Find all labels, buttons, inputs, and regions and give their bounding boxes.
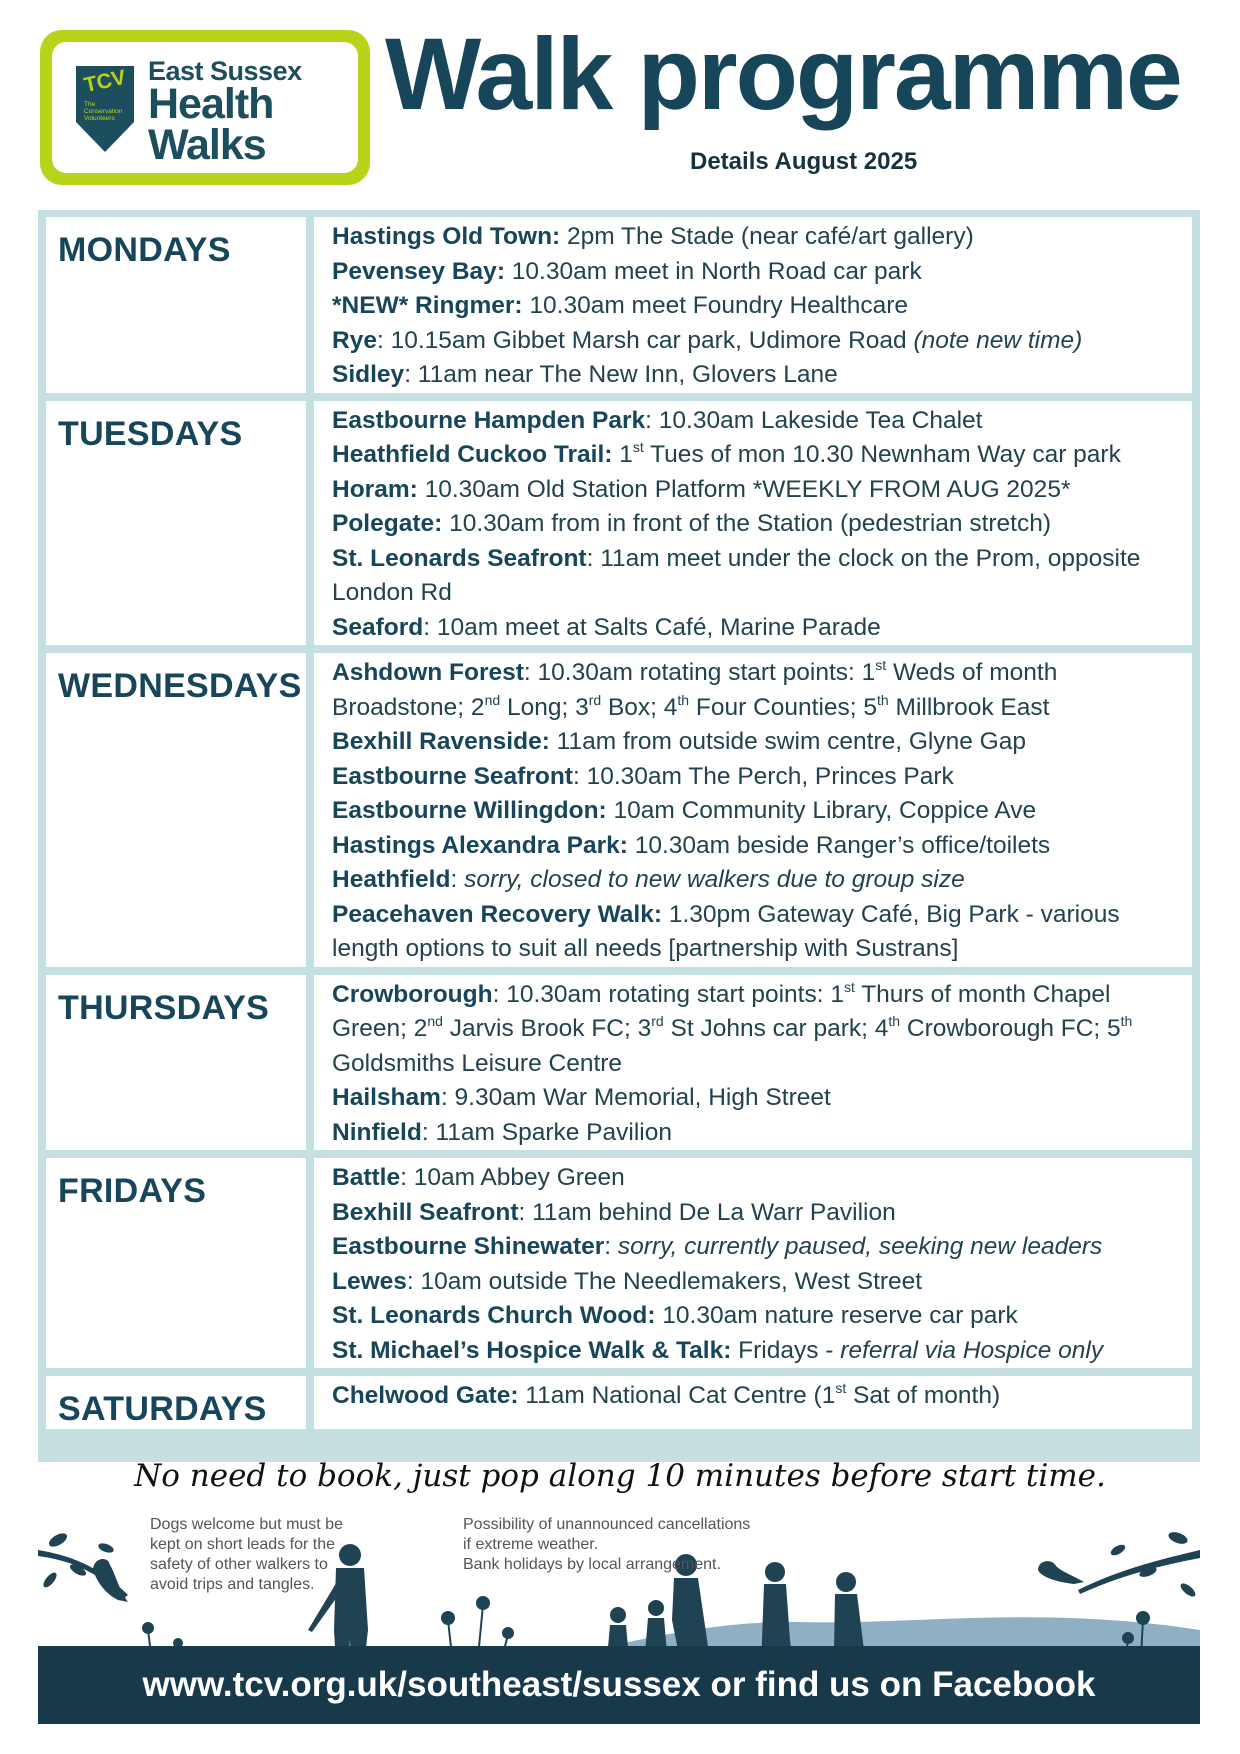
- ordinal-suffix: st: [875, 657, 887, 673]
- ordinal-suffix: nd: [484, 691, 501, 708]
- weather-note-line-3: Bank holidays by local arrangement.: [463, 1556, 721, 1573]
- day-cell: [46, 1158, 306, 1368]
- walk-location: Rye: [332, 326, 377, 354]
- walk-location: Eastbourne Seafront: [332, 762, 573, 790]
- walk-details: : 10am Abbey Green: [400, 1164, 625, 1191]
- walk-location: Hastings Old Town:: [332, 223, 561, 250]
- day-cell: [46, 401, 306, 646]
- walk-location: Eastbourne Shinewater: [332, 1233, 605, 1260]
- walk-location: Polegate:: [332, 510, 443, 537]
- walk-details: : 10.15am Gibbet Marsh car park, Udimore Road: [376, 326, 914, 354]
- walk-details: : 10am outside The Needlemakers, West Street: [406, 1267, 923, 1295]
- walk-location: Pevensey Bay:: [332, 257, 505, 285]
- page-title: Walk programme: [385, 17, 1181, 131]
- walk-schedule-table: [38, 210, 1200, 1462]
- day-name: WEDNESDAYS: [58, 667, 302, 705]
- walk-details: : 10.30am rotating start points: 1: [492, 980, 844, 1008]
- walk-entry: [332, 358, 1182, 393]
- footer-bar: [38, 1646, 1200, 1724]
- walk-entry: [332, 1116, 1182, 1151]
- walk-entry: [332, 1265, 1182, 1300]
- walk-details: 10.30am nature reserve car park: [655, 1302, 1018, 1329]
- walk-details: Millbrook East: [888, 693, 1050, 721]
- ordinal-suffix: th: [888, 1013, 901, 1029]
- walk-details: 10.30am Old Station Platform *WEEKLY FROM AUG 2025*: [417, 475, 1071, 503]
- day-name: FRIDAYS: [58, 1172, 207, 1210]
- day-name: MONDAYS: [58, 231, 231, 269]
- ordinal-suffix: nd: [427, 1013, 443, 1029]
- walk-entry: [332, 1196, 1182, 1231]
- walk-entry: [332, 829, 1182, 864]
- walk-entry: [332, 404, 1182, 439]
- walk-location: Ashdown Forest: [332, 659, 524, 686]
- logo: [40, 30, 370, 185]
- walk-location: St. Leonards Church Wood:: [332, 1302, 656, 1329]
- page-subtitle: Details August 2025: [690, 148, 918, 175]
- tcv-badge-sub-2: Conservation: [84, 108, 123, 115]
- dogs-note: [150, 1515, 380, 1595]
- walk-location: Battle: [332, 1164, 401, 1191]
- walk-entry: [332, 1230, 1182, 1265]
- walk-note: sorry, currently paused, seeking new leaders: [617, 1233, 1103, 1260]
- day-name: THURSDAYS: [58, 988, 270, 1027]
- walk-location: Heathfield: [332, 866, 451, 893]
- walks-cell: [314, 401, 1192, 646]
- dogs-note-line-2: kept on short leads for the: [150, 1536, 335, 1553]
- logo-wordmark: [148, 58, 302, 167]
- walk-details: Long; 3: [500, 693, 589, 721]
- walk-location: Eastbourne Hampden Park: [332, 406, 646, 434]
- walk-entry: [332, 1334, 1182, 1369]
- weather-note-line-2: if extreme weather.: [463, 1536, 599, 1553]
- walk-details: 10.30am beside Ranger’s office/toilets: [627, 831, 1051, 859]
- walk-note: (note new time): [913, 326, 1083, 354]
- dogs-note-line-1: Dogs welcome but must be: [150, 1516, 343, 1533]
- walk-location: *NEW* Ringmer:: [332, 292, 523, 319]
- walk-entry: [332, 978, 1182, 1082]
- walk-location: St. Michael’s Hospice Walk & Talk:: [332, 1336, 732, 1364]
- ordinal-suffix: th: [1120, 1013, 1133, 1029]
- day-name: SATURDAYS: [58, 1390, 267, 1428]
- day-name: TUESDAYS: [58, 414, 243, 453]
- walk-entry: [332, 1161, 1182, 1196]
- day-row-saturdays: [46, 1376, 1192, 1429]
- walk-location: Crowborough: [332, 980, 493, 1008]
- walk-details: : 10.30am The Perch, Princes Park: [572, 762, 954, 790]
- day-row-mondays: [46, 217, 1192, 393]
- walk-location: Heathfield Cuckoo Trail:: [332, 441, 613, 468]
- day-cell: [46, 217, 306, 393]
- walk-details: : 11am behind De La Warr Pavilion: [518, 1198, 896, 1226]
- day-cell: [46, 975, 306, 1151]
- walk-note: sorry, closed to new walkers due to group size: [464, 866, 965, 893]
- walk-location: Eastbourne Willingdon:: [332, 797, 607, 824]
- walk-location: Ninfield: [332, 1118, 422, 1146]
- walk-details: 10.30am meet Foundry Healthcare: [522, 292, 908, 319]
- walk-location: Chelwood Gate:: [332, 1382, 519, 1409]
- walk-details: Sat of month): [846, 1382, 1001, 1409]
- walk-note: referral via Hospice only: [840, 1336, 1104, 1364]
- logo-line-1: East Sussex: [148, 56, 302, 86]
- tcv-shield-icon: [74, 62, 136, 154]
- day-row-wednesdays: [46, 653, 1192, 967]
- walk-details: : 10.30am rotating start points: 1: [523, 659, 876, 686]
- walk-location: Hastings Alexandra Park:: [332, 831, 628, 859]
- walk-details: : 10am meet at Salts Café, Marine Parade: [423, 613, 881, 641]
- walk-details: Four Counties; 5: [689, 693, 878, 721]
- walk-entry: [332, 898, 1182, 967]
- walk-entry: [332, 289, 1182, 324]
- tcv-badge-sub-3: Volunteers: [84, 115, 115, 122]
- walk-entry: [332, 542, 1182, 611]
- walk-entry: [332, 725, 1182, 760]
- walk-location: Hailsham: [332, 1084, 441, 1111]
- walk-entry: [332, 220, 1182, 255]
- walk-details: : 9.30am War Memorial, High Street: [440, 1084, 831, 1111]
- walk-location: Horam:: [332, 475, 418, 503]
- logo-line-2: Health: [148, 80, 274, 128]
- walk-location: Peacehaven Recovery Walk:: [332, 900, 663, 928]
- ordinal-suffix: th: [877, 691, 889, 708]
- walk-location: Lewes: [332, 1267, 407, 1295]
- walk-location: Bexhill Ravenside:: [332, 728, 550, 755]
- walks-cell: [314, 1158, 1192, 1368]
- walk-details: 11am from outside swim centre, Glyne Gap: [549, 728, 1026, 755]
- walk-entry: [332, 611, 1182, 646]
- walk-details: : 11am near The New Inn, Glovers Lane: [404, 361, 838, 388]
- walk-entry: [332, 507, 1182, 542]
- walk-location: St. Leonards Seafront: [332, 544, 587, 572]
- walk-details: :: [450, 866, 465, 893]
- walk-details: Thurs of month Chapel Green; 2: [332, 980, 1111, 1042]
- walk-entry: [332, 1299, 1182, 1334]
- weather-note-line-1: Possibility of unannounced cancellations: [463, 1516, 751, 1533]
- walk-details: Box; 4: [601, 693, 678, 721]
- logo-line-3: Walks: [148, 121, 266, 169]
- website-link[interactable]: www.tcv.org.uk/southeast/sussex or find us on Facebook: [142, 1665, 1096, 1704]
- ordinal-suffix: th: [677, 691, 690, 708]
- walk-details: Fridays -: [731, 1336, 841, 1364]
- walks-cell: [314, 975, 1192, 1151]
- walk-details: :: [604, 1233, 618, 1260]
- walk-location: Seaford: [332, 613, 424, 641]
- tcv-badge-text: TCV: [81, 65, 128, 98]
- booking-tagline: No need to book, just pop along 10 minutes before start time.: [134, 1458, 1106, 1494]
- walks-cell: [314, 653, 1192, 967]
- ordinal-suffix: st: [632, 439, 644, 455]
- walk-details: 1.30pm Gateway Café, Big Park - various length options to suit all needs [partnership with Sustrans]: [332, 900, 1120, 962]
- ordinal-suffix: rd: [588, 691, 602, 708]
- walk-entry: [332, 794, 1182, 829]
- walk-entry: [332, 760, 1182, 795]
- walk-details: 10am Community Library, Coppice Ave: [606, 797, 1037, 824]
- walk-details: Jarvis Brook FC; 3: [442, 1015, 652, 1042]
- walk-details: 10.30am from in front of the Station (pedestrian stretch): [442, 510, 1052, 537]
- walk-details: Crowborough FC; 5: [900, 1015, 1121, 1042]
- walk-details: 10.30am meet in North Road car park: [504, 257, 922, 285]
- ordinal-suffix: st: [843, 978, 855, 995]
- walk-entry: [332, 473, 1182, 508]
- walk-details: 11am National Cat Centre (1: [518, 1382, 836, 1409]
- walk-entry: [332, 863, 1182, 898]
- logo-panel: [52, 42, 358, 173]
- ordinal-suffix: rd: [651, 1013, 664, 1029]
- walk-entry: [332, 255, 1182, 290]
- ordinal-suffix: st: [835, 1380, 847, 1396]
- dogs-note-line-3: safety of other walkers to: [150, 1556, 328, 1573]
- walks-cell: [314, 217, 1192, 393]
- walk-entry: [332, 1081, 1182, 1116]
- walk-location: Sidley: [332, 361, 405, 388]
- walk-entry: [332, 656, 1182, 725]
- walk-details: Goldsmiths Leisure Centre: [332, 1049, 623, 1077]
- walk-entry: [332, 438, 1182, 473]
- weather-note: [463, 1515, 803, 1575]
- left-bird-branch-icon: [38, 1531, 128, 1602]
- walk-details: : 11am Sparke Pavilion: [421, 1118, 672, 1146]
- walk-details: 2pm The Stade (near café/art gallery): [560, 223, 974, 250]
- tcv-badge-sub-1: The: [84, 101, 96, 108]
- walk-details: Weds of month Broadstone; 2: [332, 659, 1058, 721]
- walk-details: St Johns car park; 4: [663, 1015, 889, 1042]
- right-bird-branch-icon: [1038, 1530, 1200, 1599]
- day-cell: [46, 653, 306, 967]
- day-cell: [46, 1376, 306, 1429]
- walks-cell: [314, 1376, 1192, 1429]
- walk-details: 1: [612, 441, 633, 468]
- day-row-thursdays: [46, 975, 1192, 1151]
- day-row-tuesdays: [46, 401, 1192, 646]
- walk-details: : 10.30am Lakeside Tea Chalet: [645, 406, 983, 434]
- day-row-fridays: [46, 1158, 1192, 1368]
- walk-entry: [332, 1379, 1182, 1414]
- walk-details: : 11am meet under the clock on the Prom, opposite London Rd: [332, 544, 1141, 606]
- walk-details: Tues of mon 10.30 Newnham Way car park: [643, 441, 1121, 468]
- walk-entry: [332, 324, 1182, 359]
- dogs-note-line-4: avoid trips and tangles.: [150, 1576, 315, 1593]
- walk-location: Bexhill Seafront: [332, 1198, 519, 1226]
